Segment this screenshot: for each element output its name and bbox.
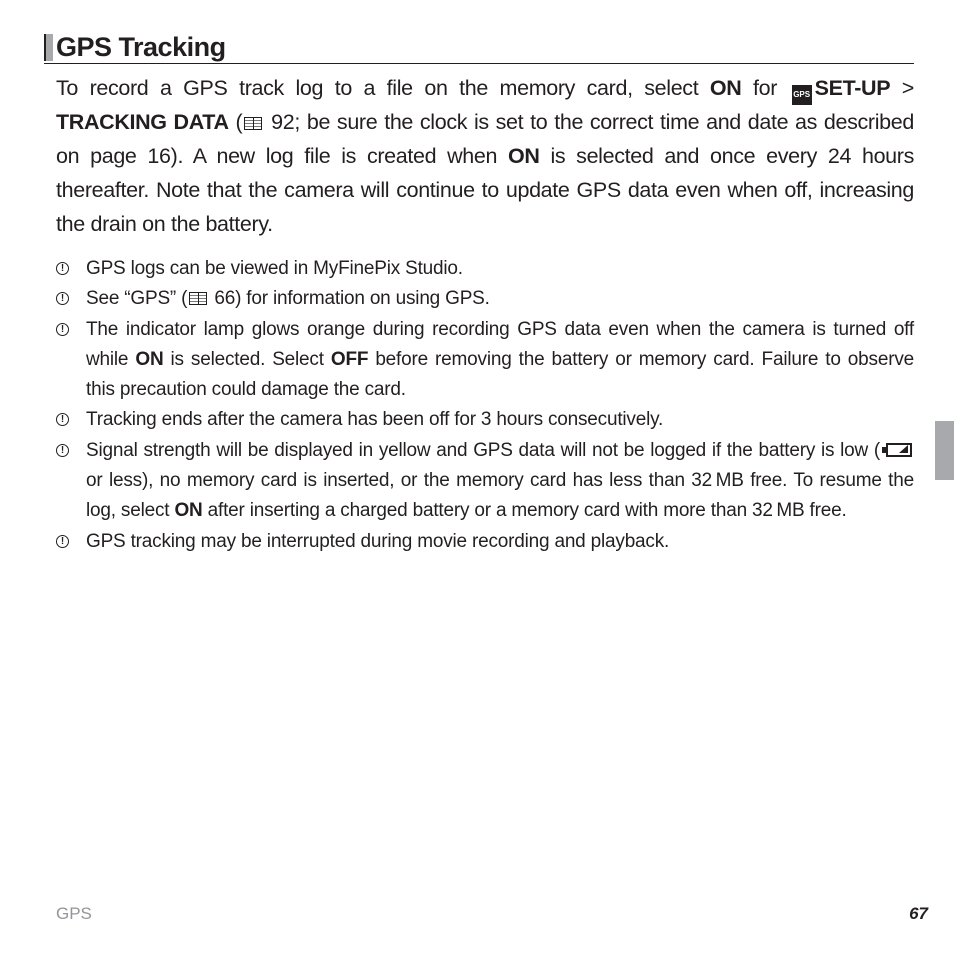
intro-text-1: To record a GPS track log to a file on the memory card, select <box>56 76 710 100</box>
note-item <box>56 527 914 557</box>
note-item <box>56 315 914 406</box>
section-header <box>44 31 914 64</box>
note-text: before removing the battery or memory card. Failure to observe this precaution could damage the card. <box>86 348 914 401</box>
menu-option-on: ON <box>709 76 742 100</box>
caution-icon: ! <box>56 535 69 548</box>
caution-icon: ! <box>56 323 69 336</box>
book-icon <box>244 117 262 130</box>
intro-text-2: for <box>741 76 789 100</box>
book-icon <box>189 292 207 305</box>
menu-option-on: ON <box>508 144 540 168</box>
intro-text-4: ( <box>228 110 243 134</box>
intro-text-6: is selected and once every 24 hours thereafter. Note that the camera will continue to update GPS data even when off, increasing the drain on the battery. <box>56 144 914 236</box>
note-item <box>56 254 914 284</box>
note-text: is selected. Select <box>163 348 331 370</box>
option-on: ON <box>135 348 164 370</box>
footer-section-label: GPS <box>56 904 92 923</box>
note-text: GPS logs can be viewed in MyFinePix Studio. <box>86 258 463 279</box>
section-title: GPS Tracking <box>56 32 226 62</box>
intro-text-5: 92; be sure the clock is set to the correct time and date as described on page 16). A new log file is created when <box>56 110 914 168</box>
option-on: ON <box>174 500 203 522</box>
intro-text-3: > <box>890 76 914 100</box>
note-text: The indicator lamp glows orange during recording GPS data even when the camera is turned off while <box>86 318 914 370</box>
battery-low-icon <box>882 443 912 457</box>
note-text: after inserting a charged battery or a memory card with more than 32 MB free. <box>202 500 847 522</box>
menu-tracking-data: TRACKING DATA <box>56 110 229 134</box>
caution-icon: ! <box>56 413 69 426</box>
note-item <box>56 405 914 435</box>
gps-menu-icon: GPS <box>792 85 812 105</box>
note-text: Tracking ends after the camera has been off for 3 hours consecutively. <box>86 409 664 431</box>
note-text: or less), no memory card is inserted, or the memory card has less than 32 MB free. To resume the log, select <box>86 470 914 522</box>
header-marker <box>44 34 53 61</box>
note-text: GPS tracking may be interrupted during movie recording and playback. <box>86 530 670 552</box>
caution-icon: ! <box>56 444 69 457</box>
caution-icon: ! <box>56 292 69 305</box>
note-item <box>56 284 914 314</box>
caution-notes-list <box>56 254 914 557</box>
option-off: OFF <box>330 348 369 370</box>
note-text: 66) for information on using GPS. <box>209 288 490 310</box>
caution-icon: ! <box>56 262 69 275</box>
note-item <box>56 436 914 527</box>
page-number: 67 <box>909 904 928 923</box>
note-text: Signal strength will be displayed in yellow and GPS data will not be logged if the battery is low ( <box>86 439 880 461</box>
chapter-tab <box>935 421 954 480</box>
menu-setup: SET-UP <box>814 76 891 100</box>
intro-paragraph <box>56 71 914 241</box>
note-text: See “GPS” ( <box>86 288 188 310</box>
